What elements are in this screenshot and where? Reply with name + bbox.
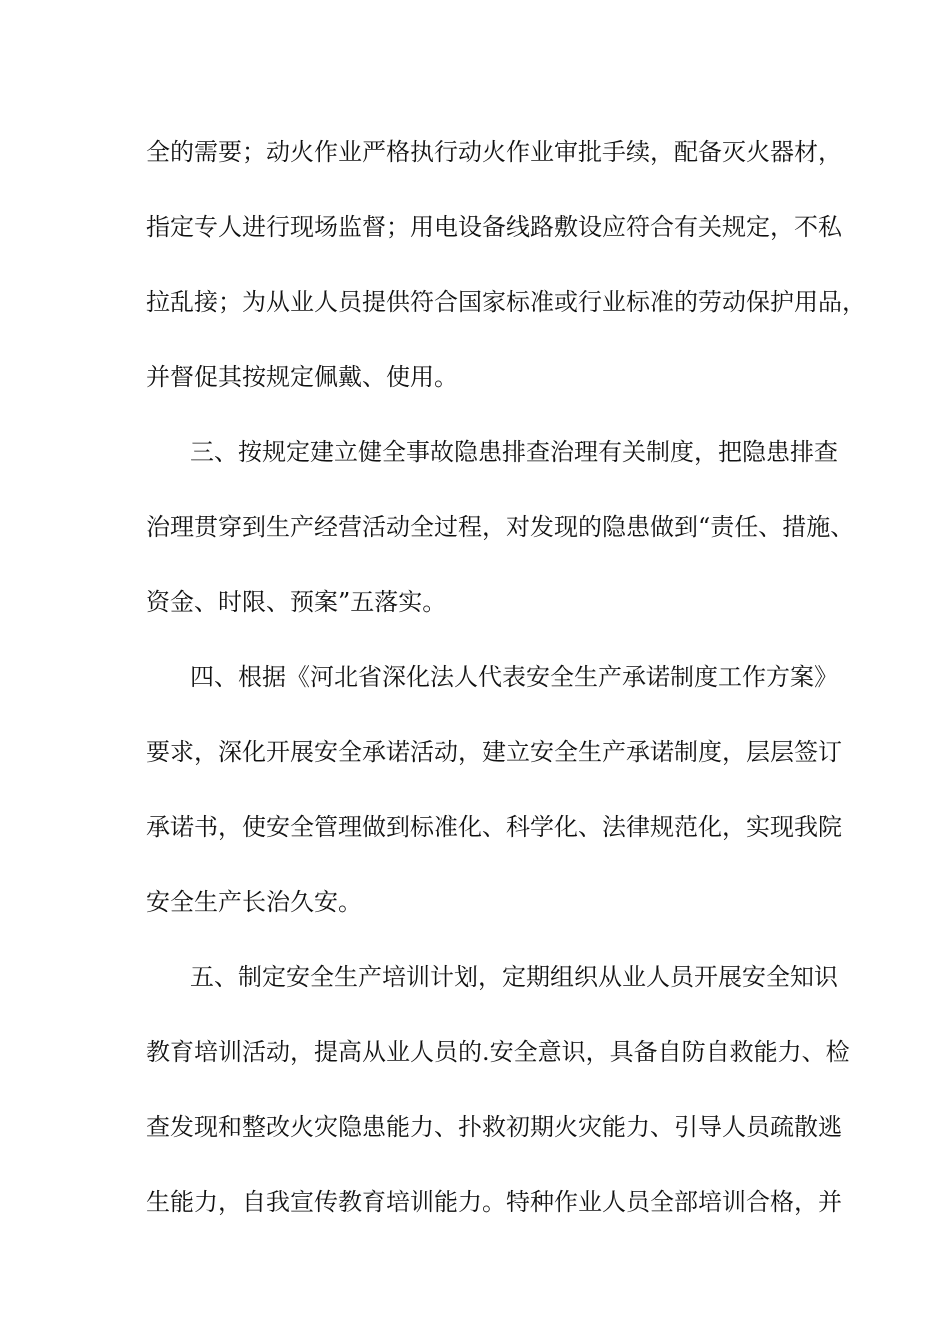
- text-line: 查发现和整改火灾隐患能力、扑救初期火灾能力、引导人员疏散逃: [146, 1113, 842, 1141]
- text-line: 指定专人进行现场监督；用电设备线路敷设应符合有关规定，不私: [146, 213, 842, 241]
- text-line: 承诺书，使安全管理做到标准化、科学化、法律规范化，实现我院: [146, 813, 842, 841]
- text-line: 治理贯穿到生产经营活动全过程，对发现的隐患做到“责任、措施、: [146, 513, 855, 541]
- text-line: 全的需要；动火作业严格执行动火作业审批手续，配备灭火器材，: [146, 138, 842, 166]
- paragraph-heading-4: 四、根据《河北省深化法人代表安全生产承诺制度工作方案》: [190, 663, 838, 691]
- text-line: 安全生产长治久安。: [146, 888, 362, 916]
- text-line: 资金、时限、预案”五落实。: [146, 588, 447, 616]
- text-line: 拉乱接；为从业人员提供符合国家标准或行业标准的劳动保护用品，: [146, 288, 866, 316]
- text-line: 教育培训活动，提高从业人员的.安全意识，具备自防自救能力、检: [146, 1038, 850, 1066]
- paragraph-heading-3: 三、按规定建立健全事故隐患排查治理有关制度，把隐患排查: [190, 438, 838, 466]
- text-line: 要求，深化开展安全承诺活动，建立安全生产承诺制度，层层签订: [146, 738, 842, 766]
- paragraph-heading-5: 五、制定安全生产培训计划，定期组织从业人员开展安全知识: [190, 963, 838, 991]
- text-line: 生能力，自我宣传教育培训能力。特种作业人员全部培训合格，并: [146, 1188, 842, 1216]
- text-line: 并督促其按规定佩戴、使用。: [146, 363, 458, 391]
